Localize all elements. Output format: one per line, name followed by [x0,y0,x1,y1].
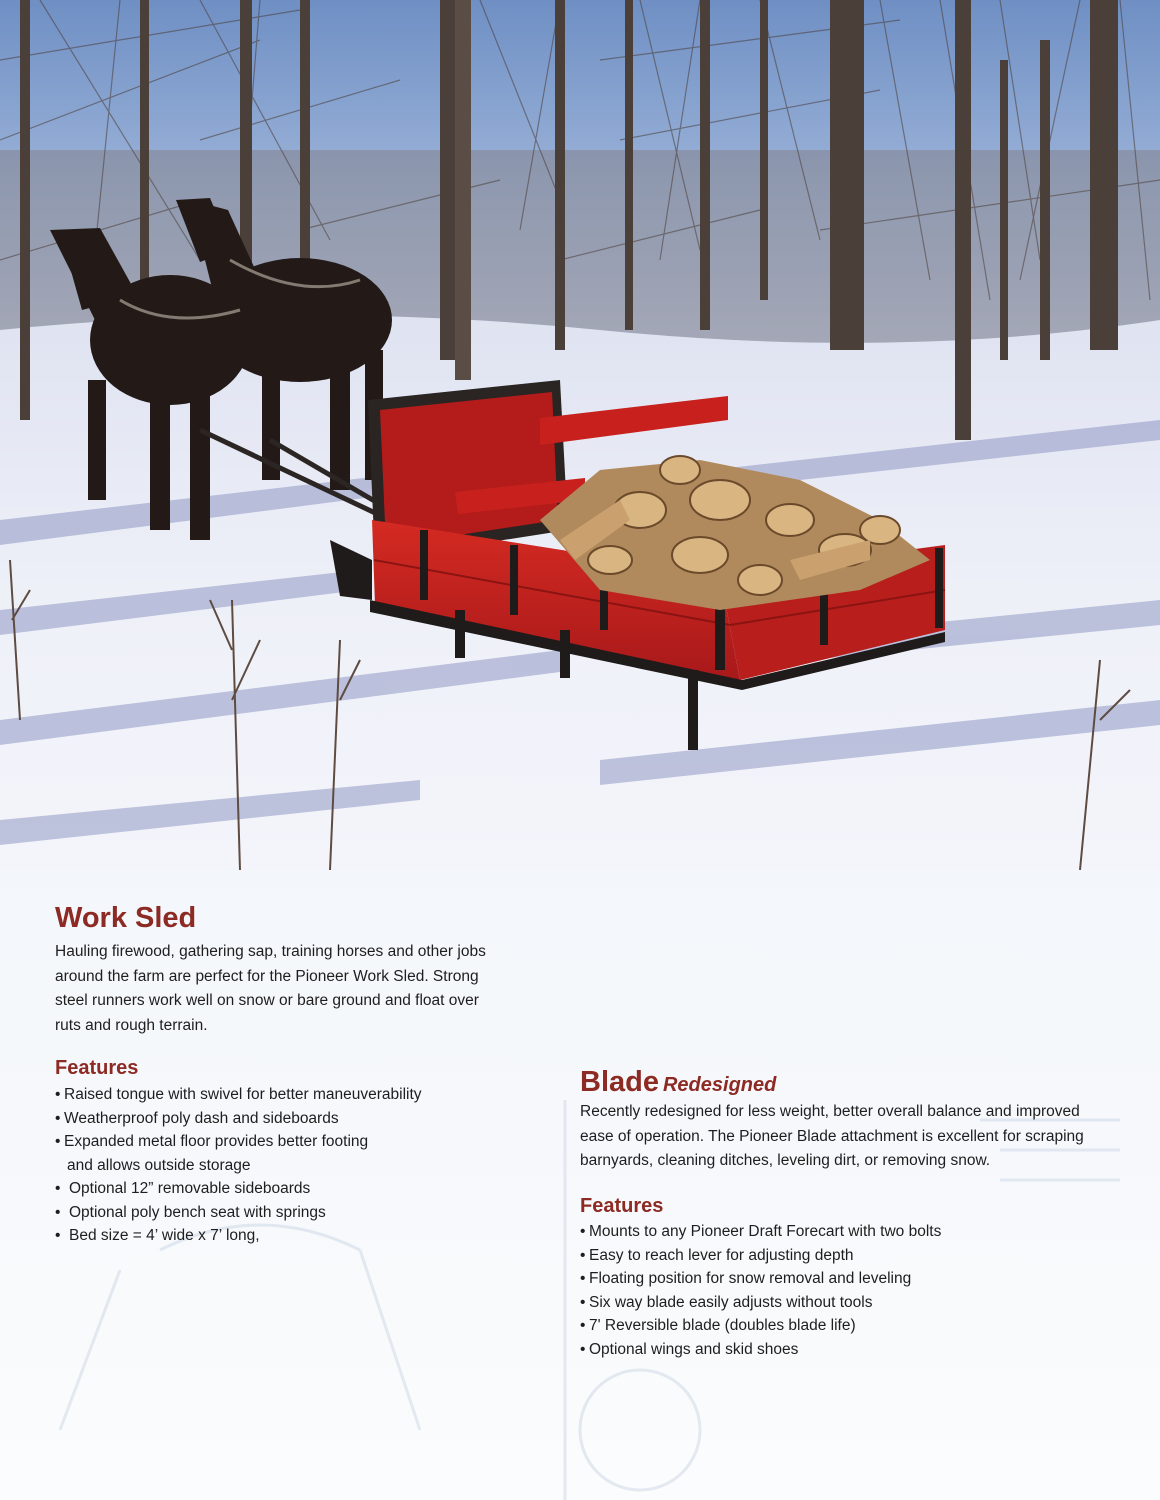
list-item: • Optional poly bench seat with springs [55,1203,326,1221]
product-text-panel [0,870,1160,1500]
list-item: • Weatherproof poly dash and sideboards [55,1109,339,1127]
blade-features-title: Features [580,1195,664,1217]
blade-description: Recently redesigned for less weight, better overall balance and improved ease of operation. The Pioneer Blade attachment is excellent for scraping barnyards, cleaning ditches, leveling dirt, or removing snow. [580,1103,1084,1169]
list-item: • Expanded metal floor provides better footing and allows outside storage [55,1133,369,1174]
work-sled-description: Hauling firewood, gathering sap, training horses and other jobs around the farm are perfect for the Pioneer Work Sled. Strong steel runners work well on snow or bare ground and float over ruts and rough terrain. [55,943,486,1034]
work-sled-features-title: Features [55,1057,139,1079]
list-item: • Optional wings and skid shoes [580,1340,799,1358]
list-item: • Raised tongue with swivel for better maneuverability [55,1086,422,1103]
work-sled-features-list [55,1083,422,1248]
blade-title [580,1066,776,1099]
blade-features-list [580,1220,941,1361]
list-item: • Mounts to any Pioneer Draft Forecart with two bolts [580,1223,942,1240]
blade-title-text: Blade [580,1066,659,1098]
list-item: • Easy to reach lever for adjusting depth [580,1246,854,1264]
list-item: • Six way blade easily adjusts without tools [580,1293,873,1311]
list-item: • Bed size = 4’ wide x 7’ long, [55,1227,260,1244]
list-item: • Floating position for snow removal and leveling [580,1270,912,1287]
blade-subtitle: Redesigned [662,1074,777,1096]
work-sled-title: Work Sled [55,902,197,934]
list-item: • Optional 12” removable sideboards [55,1180,311,1197]
list-item: • 7' Reversible blade (doubles blade life) [580,1317,856,1334]
